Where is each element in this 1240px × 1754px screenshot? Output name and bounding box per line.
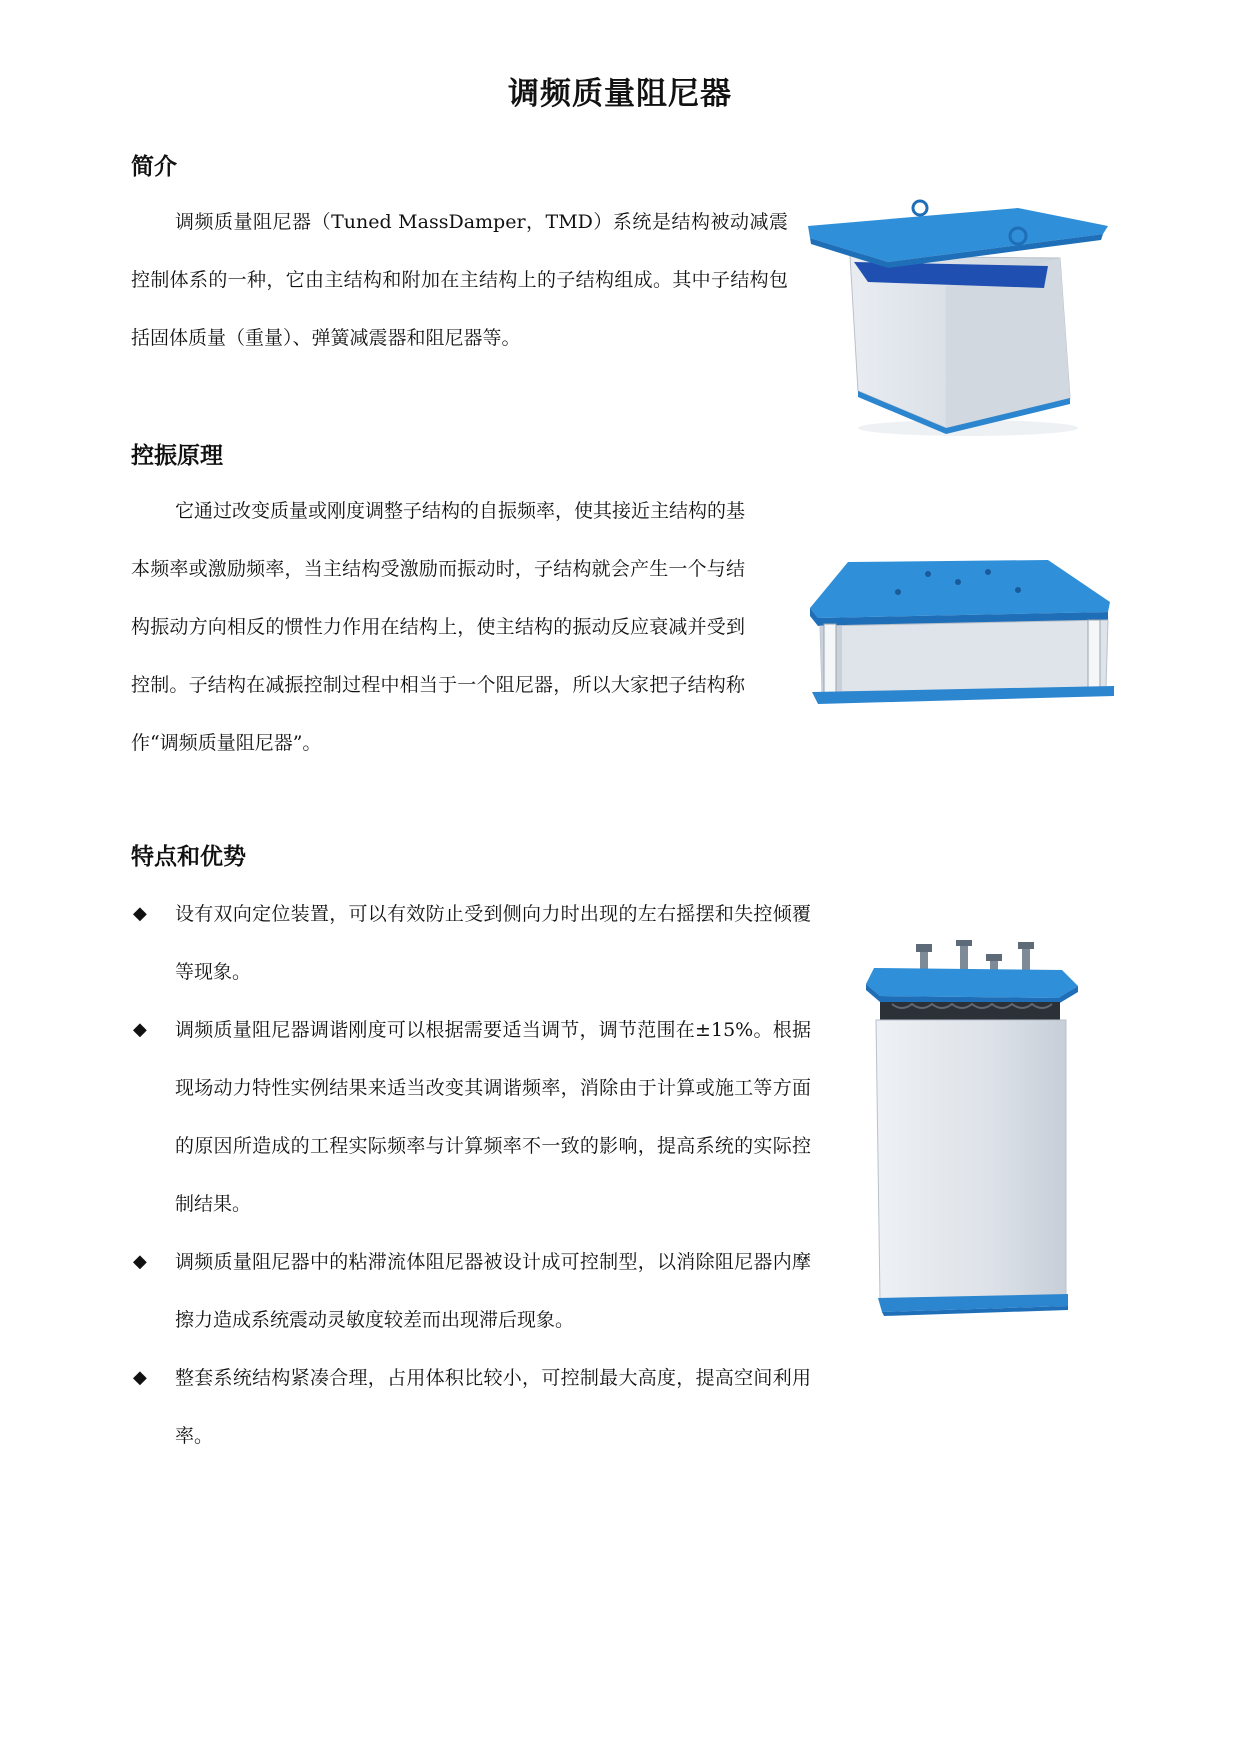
tmd-flat-image <box>808 560 1118 710</box>
section-heading-intro: 简介 <box>131 154 177 180</box>
list-item <box>131 1233 811 1349</box>
intro-paragraph: 调频质量阻尼器（Tuned MassDamper，TMD）系统是结构被动减震控制体系的一种，它由主结构和附加在主结构上的子结构组成。其中子结构包括固体质量（重量）、弹簧减震器和阻尼器等。 <box>131 211 788 349</box>
feature-text: 整套系统结构紧凑合理，占用体积比较小，可控制最大高度，提高空间利用率。 <box>175 1367 811 1447</box>
list-item <box>131 885 811 1001</box>
diamond-bullet-icon: ◆ <box>133 903 147 924</box>
feature-text: 设有双向定位装置，可以有效防止受到侧向力时出现的左右摇摆和失控倾覆等现象。 <box>175 903 811 983</box>
diamond-bullet-icon: ◆ <box>133 1019 147 1040</box>
diamond-bullet-icon: ◆ <box>133 1251 147 1272</box>
feature-text: 调频质量阻尼器调谐刚度可以根据需要适当调节，调节范围在±15%。根据现场动力特性实例结果来适当改变其调谐频率，消除由于计算或施工等方面的原因所造成的工程实际频率与计算频率不一致的影响，提高系统的实际控制结果。 <box>175 1019 811 1215</box>
principle-paragraph: 它通过改变质量或刚度调整子结构的自振频率，使其接近主结构的基本频率或激励频率，当主结构受激励而振动时，子结构就会产生一个与结构振动方向相反的惯性力作用在结构上，使主结构的振动反应衰减并受到控制。子结构在减振控制过程中相当于一个阻尼器，所以大家把子结构称作“调频质量阻尼器”。 <box>131 500 746 754</box>
document-title: 调频质量阻尼器 <box>508 76 732 112</box>
diamond-bullet-icon: ◆ <box>133 1367 147 1388</box>
section-heading-features: 特点和优势 <box>131 844 246 870</box>
list-item <box>131 1001 811 1233</box>
tmd-box-image <box>808 196 1113 441</box>
feature-text: 调频质量阻尼器中的粘滞流体阻尼器被设计成可控制型，以消除阻尼器内摩擦力造成系统震动灵敏度较差而出现滞后现象。 <box>175 1251 811 1331</box>
list-item <box>131 1349 811 1465</box>
section-heading-principle: 控振原理 <box>131 443 223 469</box>
tmd-tall-image <box>862 940 1082 1330</box>
features-list <box>131 885 811 1465</box>
